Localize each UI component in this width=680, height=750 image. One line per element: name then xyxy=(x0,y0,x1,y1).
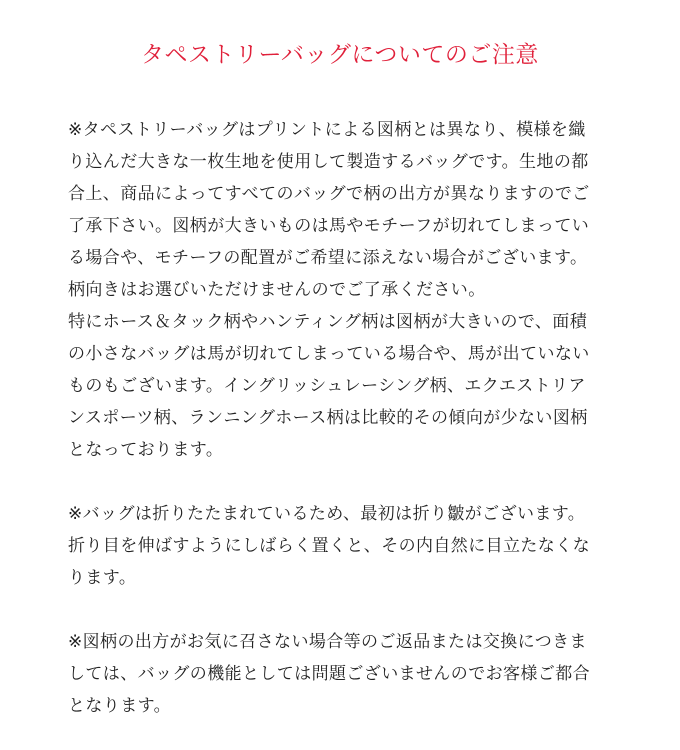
notice-line: となっております。 xyxy=(68,440,224,460)
notice-line: ります。 xyxy=(68,568,137,588)
notice-title: タペストリーバッグについてのご注意 xyxy=(141,42,539,68)
notice-line: 柄向きはお選びいただけませんのでご了承ください。 xyxy=(68,280,486,300)
notice-paragraph-large-patterns xyxy=(68,306,628,466)
notice-line: ものもございます。イングリッシュレーシング柄、エクエストリア xyxy=(68,376,586,396)
notice-line: ※図柄の出方がお気に召さない場合等のご返品または交換につきま xyxy=(68,632,587,652)
notice-line: ※タペストリーバッグはプリントによる図柄とは異なり、模様を織 xyxy=(68,120,586,140)
notice-paragraph-pattern-variation xyxy=(68,114,628,306)
notice-line: ンスポーツ柄、ランニングホース柄は比較的その傾向が少ない図柄 xyxy=(68,408,588,428)
notice-line: 合上、商品によってすべてのバッグで柄の出方が異なりますのでご xyxy=(68,184,590,204)
notice-line: ※バッグは折りたたまれているため、最初は折り皺がございます。 xyxy=(68,504,586,524)
notice-line: しては、バッグの機能としては問題ございませんのでお客様ご都合 xyxy=(68,664,590,684)
notice-line: る場合や、モチーフの配置がご希望に添えない場合がございます。 xyxy=(68,248,588,268)
notice-paragraph-fold-creases xyxy=(68,498,628,594)
notice-paragraph-returns xyxy=(68,626,628,722)
notice-line: 折り目を伸ばすようにしばらく置くと、その内自然に目立たなくな xyxy=(68,536,590,556)
notice-body xyxy=(68,114,628,722)
notice-line: 了承下さい。図柄が大きいものは馬やモチーフが切れてしまってい xyxy=(68,216,590,236)
notice-line: となります。 xyxy=(68,696,172,716)
notice-line: 特にホース＆タック柄やハンティング柄は図柄が大きいので、面積 xyxy=(68,312,588,332)
notice-line: り込んだ大きな一枚生地を使用して製造するバッグです。生地の都 xyxy=(68,152,589,172)
notice-line: の小さなバッグは馬が切れてしまっている場合や、馬が出ていない xyxy=(68,344,590,364)
